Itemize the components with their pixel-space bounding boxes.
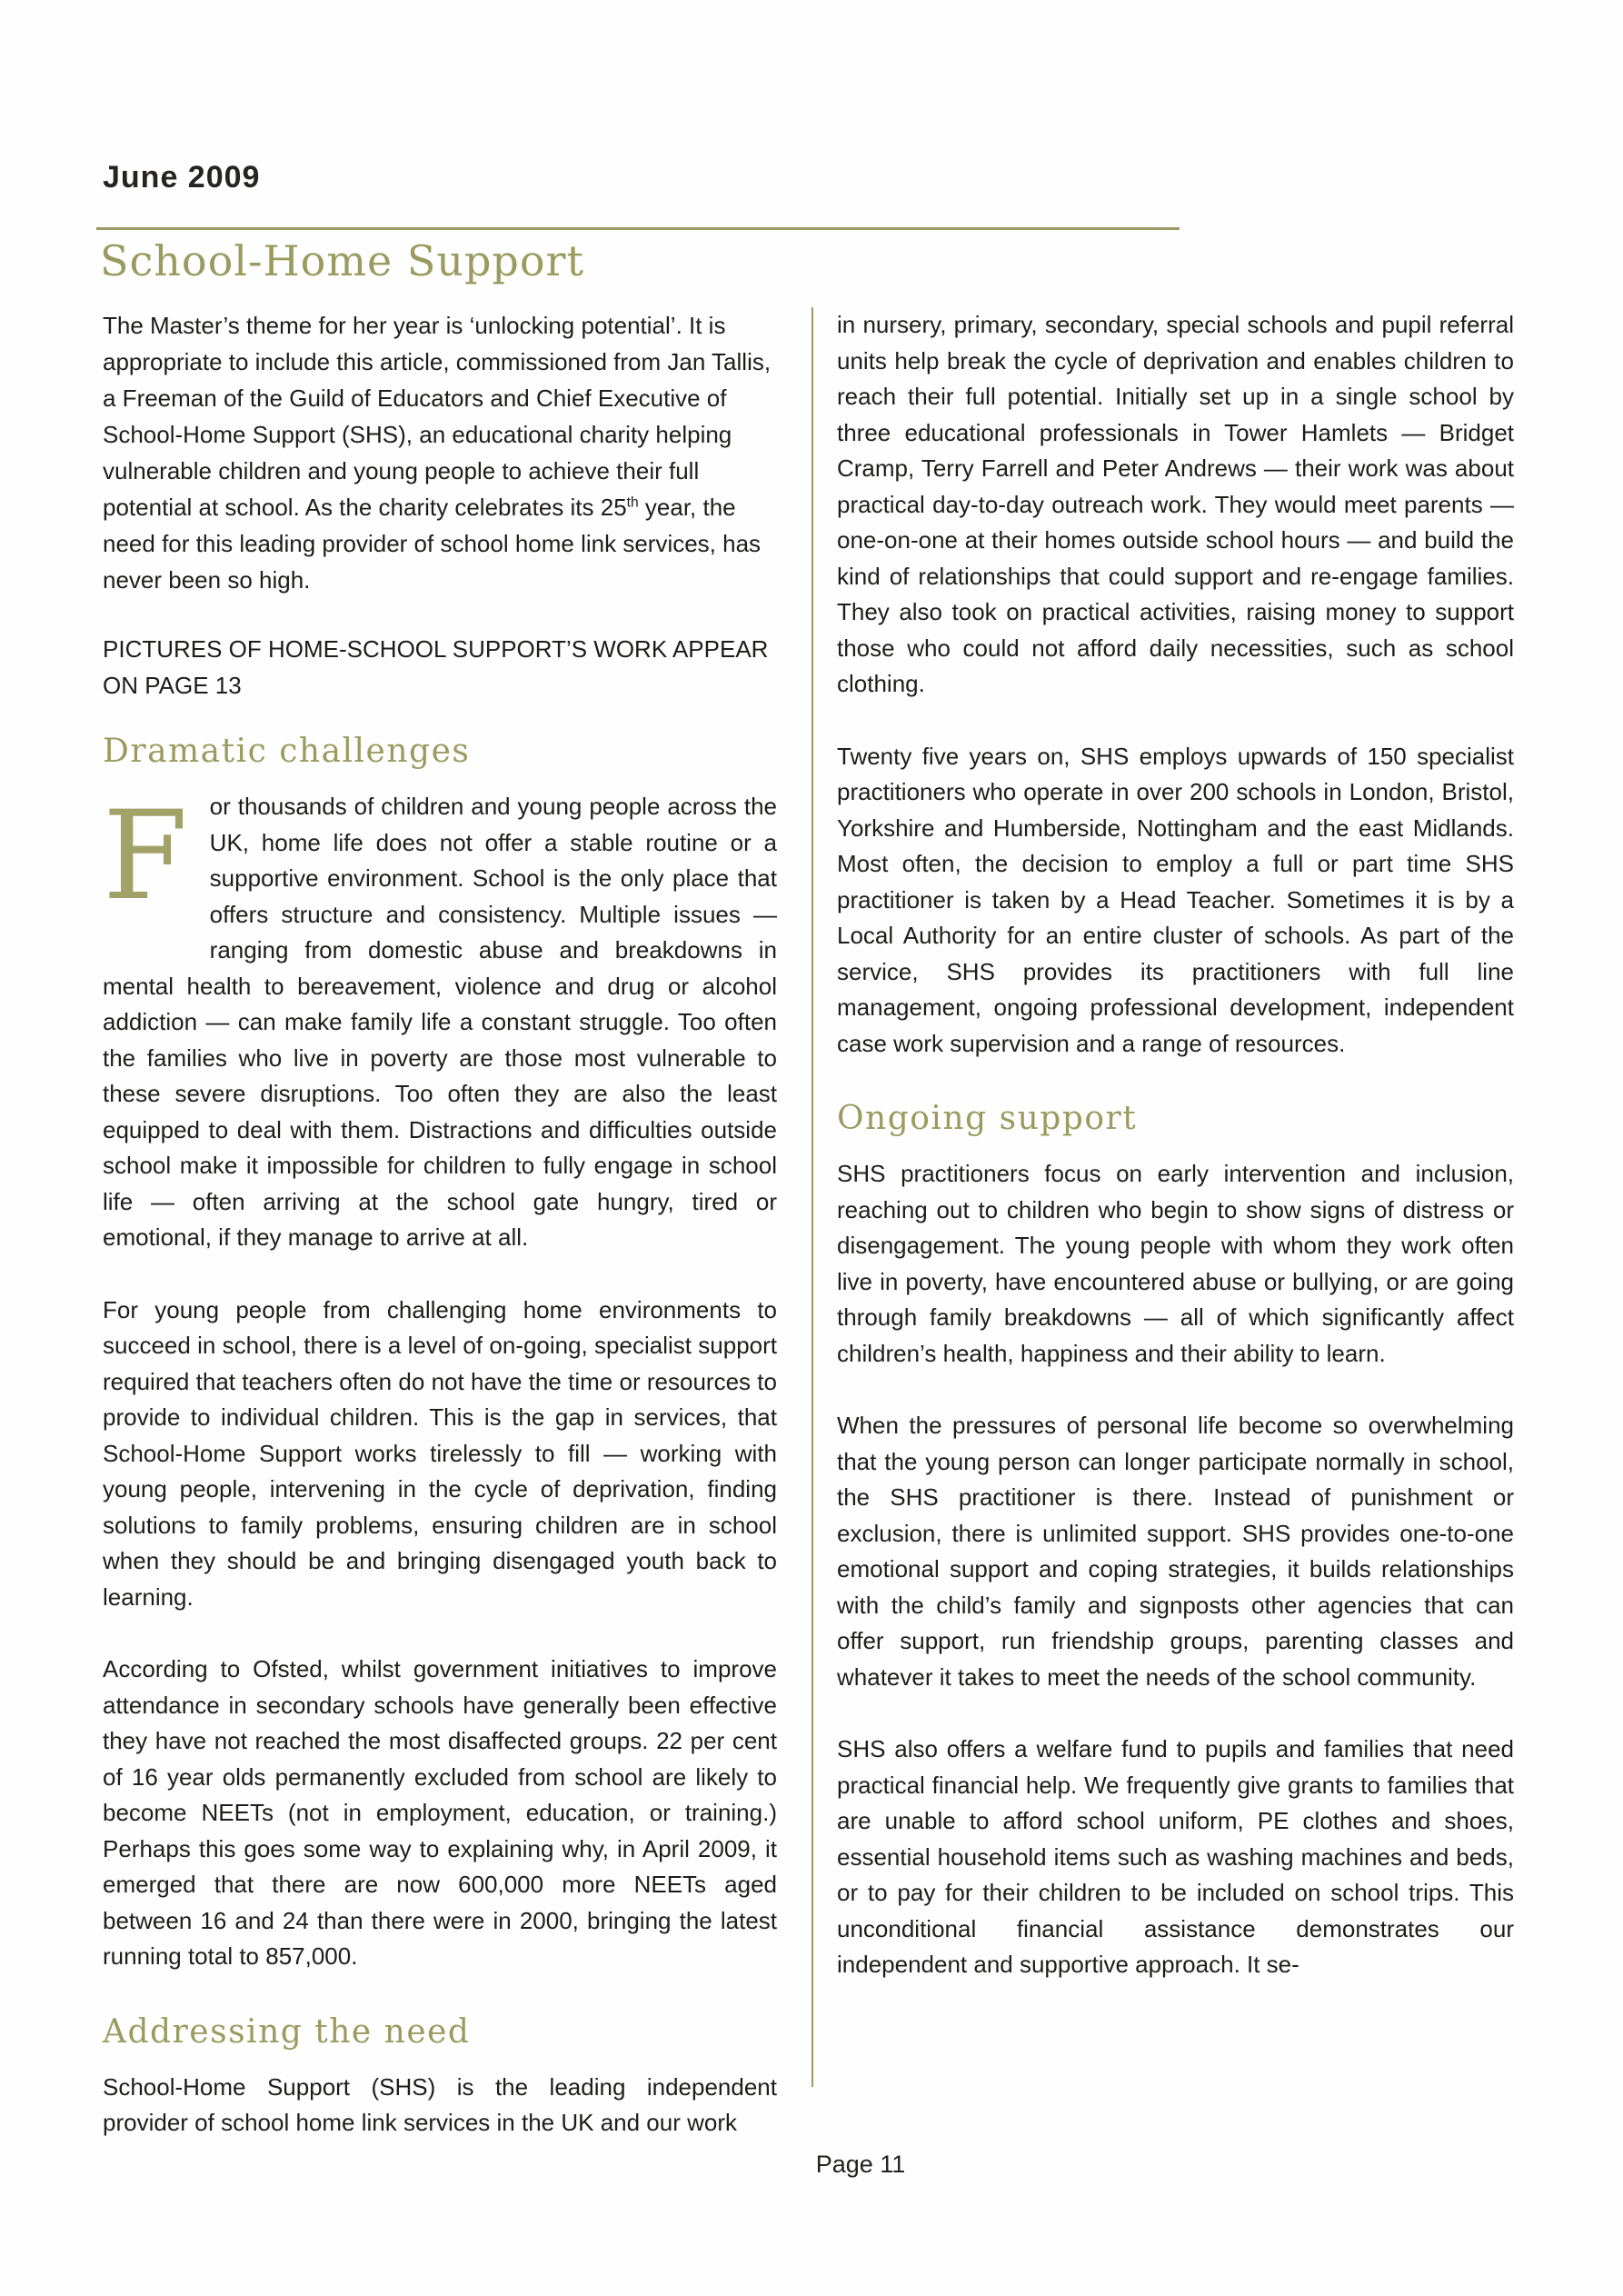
paragraph-dropcap-text: or thousands of children and young people across the UK, home life does not offer a stable routine or a supportive environment. School is the only place that offers structure and consistency. Multiple issues — ranging from domestic abuse and breakdowns in mental health to bereavement, violence and drug or alcohol addiction — can make family life a constant struggle. Too often the families who live in poverty are those most vulnerable to these severe disruptions. Too often they are also the least equipped to deal with them. Distractions and difficulties outside school make it impossible for children to fully engage in school life — often arriving at the school gate hungry, tired or emotional, if they manage to arrive at all.: [103, 793, 777, 1251]
paragraph-ofsted: According to Ofsted, whilst government initiatives to improve attendance in secondary schools have generally been effective they have not reached the most disaffected groups. 22 per cent of 16 year olds permanently excluded from school are likely to become NEETs (not in employment, education, or training.) Perhaps this goes some way to explaining why, in April 2009, it emerged that there are now 600,000 more NEETs aged between 16 and 24 than there were in 2000, bringing the latest running total to 857,000.: [103, 1655, 777, 1970]
paragraph-young-people: For young people from challenging home environments to succeed in school, there is a level of on-going, specialist support required that teachers often do not have the time or resources to provide to individual children. This is the gap in services, that School-Home Support works tirelessly to fill — working with young people, intervening in the cycle of deprivation, finding solutions to family problems, ensuring children are in school when they should be and bringing disengaged youth back to learning.: [103, 1295, 777, 1611]
heading-ongoing-support: Ongoing support: [837, 1100, 1138, 1137]
issue-date: June 2009: [103, 160, 261, 195]
right-column: [837, 307, 1514, 1983]
paragraph-dropcap: [103, 784, 777, 1256]
ordinal-suffix: th: [626, 494, 639, 511]
pictures-notice: PICTURES OF HOME-SCHOOL SUPPORT’S WORK APPEAR ON PAGE 13: [103, 635, 769, 699]
drop-cap-letter: F: [103, 784, 188, 927]
paragraph-shs-leading: School-Home Support (SHS) is the leading independent provider of school home link services in the UK and our work: [103, 2072, 777, 2136]
paragraph-pressures: When the pressures of personal life become so overwhelming that the young person can longer participate normally in school, the SHS practitioner is there. Instead of punishment or exclusion, there is unlimited support. SHS provides one-to-one emotional support and coping strategies, it builds relationships with the child’s family and signposts other agencies that can offer support, run friendship groups, parenting classes and whatever it takes to meet the needs of the school community.: [837, 1412, 1514, 1691]
article-columns: [103, 307, 1514, 2141]
header-rule: [96, 227, 1180, 230]
paragraph-welfare-fund: SHS also offers a welfare fund to pupils and families that need practical financial help. We frequently give grants to families that are unable to afford school uniform, PE clothes and shoes, essential household items such as washing machines and beds, or to pay for their children to be included on school trips. This unconditional financial assistance demonstrates our independent and supportive approach. It se-: [837, 1735, 1514, 1978]
intro-paragraph: [103, 307, 777, 598]
intro-text-before-sup: The Master’s theme for her year is ‘unlocking potential’. It is appropriate to include this article, commissioned from Jan Tallis, a Freeman of the Guild of Educators and Chief Executive of School-Home Support (SHS), an educational charity helping vulnerable children and young people to achieve their full potential at school. As the charity celebrates its 25: [103, 312, 772, 521]
paragraph-twenty-five-years: Twenty five years on, SHS employs upwards of 150 specialist practitioners who operate in over 200 schools in London, Bristol, Yorkshire and Humberside, Nottingham and the east Midlands. Most often, the decision to employ a full or part time SHS practitioner is taken by a Head Teacher. Sometimes it is by a Local Authority for an entire cluster of schools. As part of the service, SHS provides its practitioners with full line management, ongoing professional development, independent case work supervision and a range of resources.: [837, 742, 1514, 1057]
paragraph-nursery: in nursery, primary, secondary, special schools and pupil referral units help break the cycle of deprivation and enables children to reach their full potential. Initially set up in a single school by three educational professionals in Tower Hamlets — Bridget Cramp, Terry Farrell and Peter Andrews — their work was about practical day-to-day outreach work. They would meet parents — one-on-one at their homes outside school hours — and build the kind of relationships that could support and re-engage families. They also took on practical activities, raising money to support those who could not afford daily necessities, such as school clothing.: [837, 311, 1514, 697]
article-title: School-Home Support: [100, 236, 585, 285]
intro-text-after-sup: year, the need for this leading provider of school home link services, has never been so high.: [103, 494, 762, 594]
page-number: Page 11: [815, 2151, 906, 2178]
column-divider: [812, 307, 813, 2087]
heading-dramatic-challenges: Dramatic challenges: [103, 733, 471, 770]
left-column: [103, 307, 777, 2141]
paragraph-early-intervention: SHS practitioners focus on early intervention and inclusion, reaching out to children who begin to show signs of distress or disengagement. The young people with whom they work often live in poverty, have encountered abuse or bullying, or are going through family breakdowns — all of which significantly affect children’s health, happiness and their ability to learn.: [837, 1160, 1514, 1367]
heading-addressing-the-need: Addressing the need: [103, 2012, 471, 2051]
